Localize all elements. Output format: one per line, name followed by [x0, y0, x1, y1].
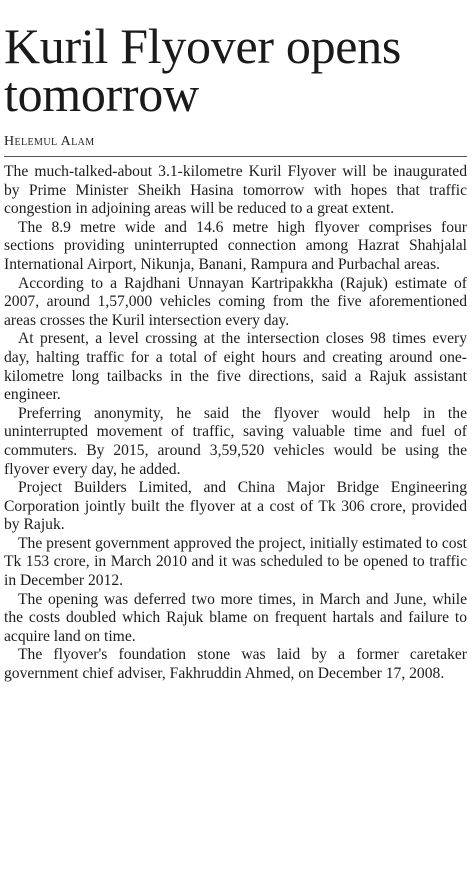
headline-line-2: tomorrow [4, 66, 199, 122]
headline [4, 18, 467, 122]
paragraph: The much-talked-about 3.1-kilometre Kuril Flyover will be inaugurated by Prime Minister Sheikh Hasina tomorrow with hopes that traffic congestion in adjoining areas will be reduced to a great extent. [4, 163, 467, 218]
headline-line-1: Kuril Flyover opens [4, 18, 402, 74]
paragraph: The flyover's foundation stone was laid by a former caretaker government chief adviser, Fakhruddin Ahmed, on December 17, 2008. [4, 646, 467, 683]
paragraph: The 8.9 metre wide and 14.6 metre high flyover comprises four sections providing uninterrupted connection among Hazrat Shahjalal International Airport, Nikunja, Banani, Rampura and Purbachal areas. [4, 218, 467, 273]
byline: Helemul Alam [4, 134, 95, 149]
paragraph: The present government approved the project, initially estimated to cost Tk 153 crore, in March 2010 and it was scheduled to be opened to traffic in December 2012. [4, 534, 467, 590]
news-article [4, 0, 467, 684]
article-body [4, 163, 467, 684]
paragraph: Project Builders Limited, and China Major Bridge Engineering Corporation jointly built the flyover at a cost of Tk 306 crore, provided by Rajuk. [4, 479, 467, 534]
paragraph: The opening was deferred two more times, in March and June, while the costs doubled which Rajuk blame on frequent hartals and failure to acquire land on time. [4, 590, 467, 645]
paragraph: Preferring anonymity, he said the flyover would help in the uninterrupted movement of traffic, saving valuable time and fuel of commuters. By 2015, around 3,59,520 vehicles would be using the flyover every day, he added. [4, 404, 467, 478]
paragraph: At present, a level crossing at the intersection closes 98 times every day, halting traffic for a total of eight hours and creating around one-kilometre long tailbacks in the five directions, said a Rajuk assistant engineer. [4, 330, 467, 404]
paragraph: According to a Rajdhani Unnayan Kartripakkha (Rajuk) estimate of 2007, around 1,57,000 vehicles coming from the five aforementioned areas crosses the Kuril intersection every day. [4, 274, 467, 329]
byline-divider [4, 156, 467, 157]
